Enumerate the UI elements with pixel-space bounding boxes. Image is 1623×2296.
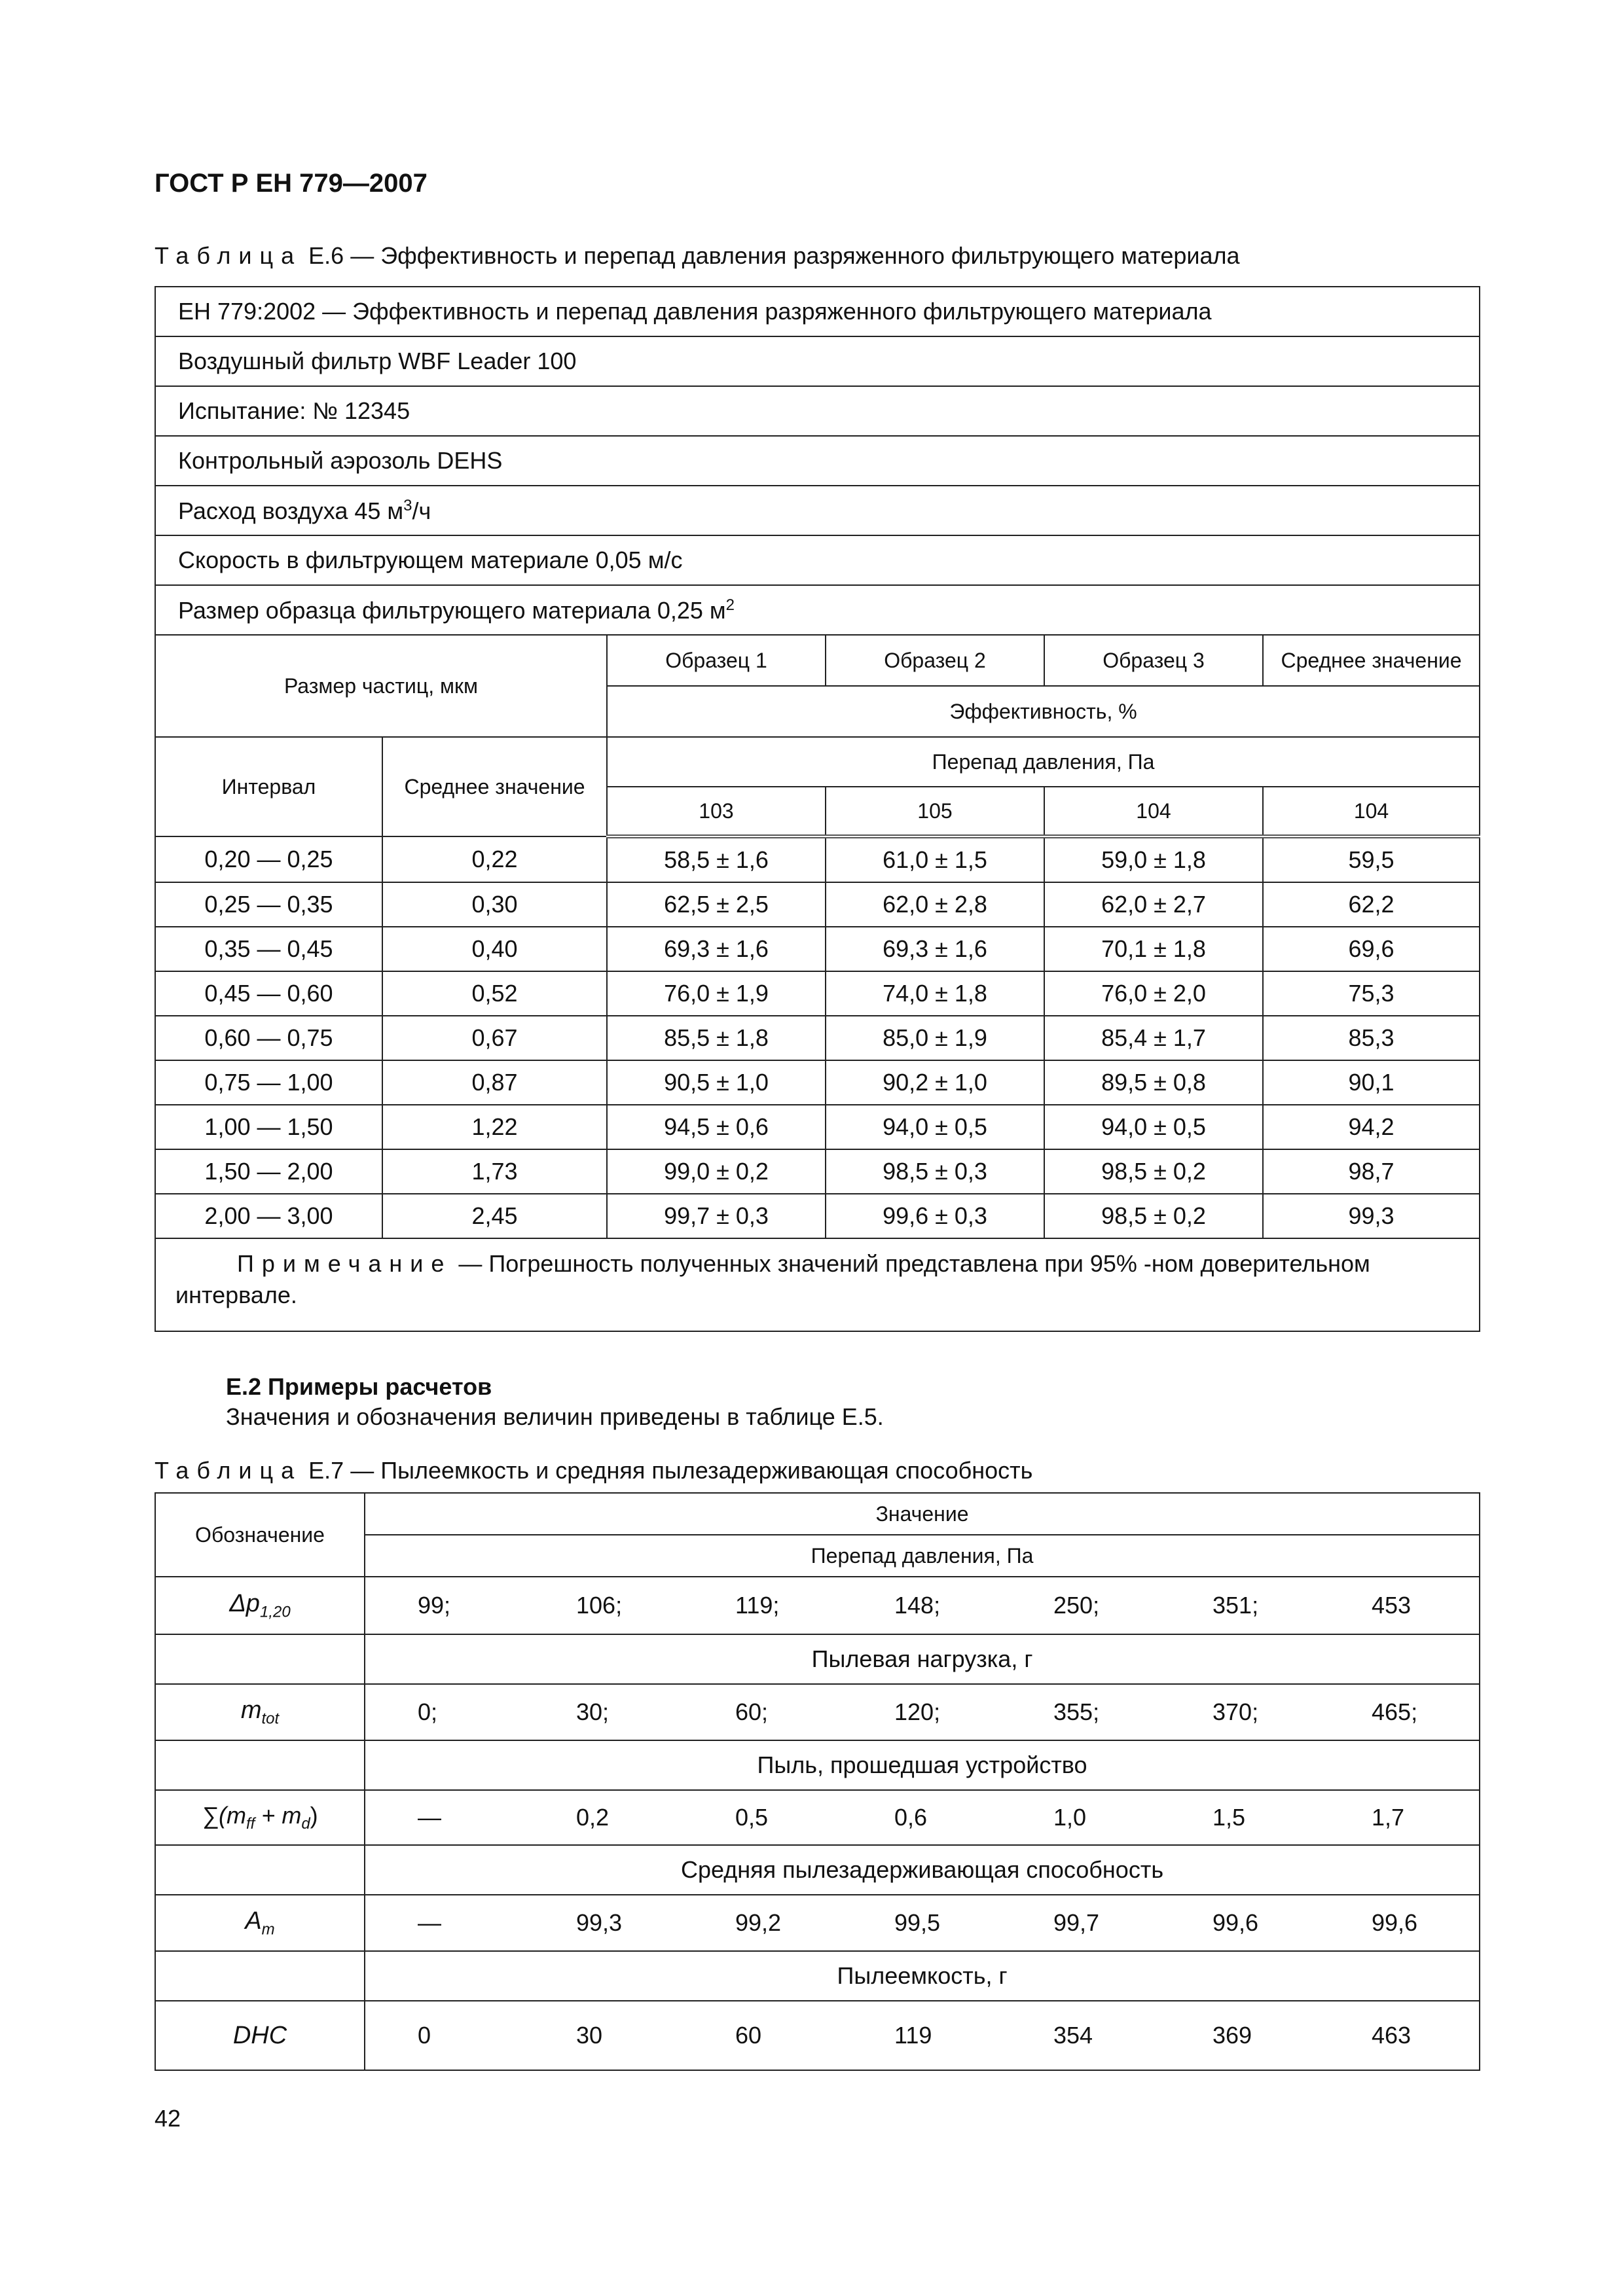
caption-word: Таблица <box>155 1457 302 1484</box>
table-row <box>155 927 1480 971</box>
table-row <box>155 1684 1480 1740</box>
empty-cell <box>155 1740 365 1790</box>
table-cell: 99,6 ± 0,3 <box>826 1194 1044 1238</box>
table-cell: 62,2 <box>1263 882 1480 927</box>
table-cell: 85,4 ± 1,7 <box>1044 1016 1263 1060</box>
table-cell: 59,0 ± 1,8 <box>1044 836 1263 882</box>
dp-symbol: $\Delta p_{1,20}$ <box>155 1577 365 1634</box>
table-cell: 69,3 ± 1,6 <box>826 927 1044 971</box>
value-cell: 463 <box>1319 2001 1480 2070</box>
value-cell: 1,7 <box>1319 1790 1480 1845</box>
value-cell: 60 <box>683 2001 842 2070</box>
pressure-drop-header: Перепад давления, Па <box>365 1535 1480 1577</box>
note-word: Примечание <box>237 1250 452 1277</box>
value-cell: 30 <box>524 2001 683 2070</box>
table-row <box>155 1016 1480 1060</box>
table-cell: 69,6 <box>1263 927 1480 971</box>
table-row <box>155 971 1480 1016</box>
dp-sample2: 105 <box>826 787 1044 836</box>
empty-cell <box>155 1951 365 2001</box>
page-number: 42 <box>155 2105 181 2132</box>
value-cell: 0,6 <box>842 1790 1001 1845</box>
dp-average: 104 <box>1263 787 1480 836</box>
table-cell: 0,87 <box>382 1060 607 1105</box>
table-row <box>155 836 1480 882</box>
table-cell: 62,5 ± 2,5 <box>607 882 826 927</box>
am-symbol: $A_m$ <box>155 1895 365 1951</box>
table-cell: 70,1 ± 1,8 <box>1044 927 1263 971</box>
table-cell: 0,67 <box>382 1016 607 1060</box>
table-cell: 0,75 — 1,00 <box>155 1060 382 1105</box>
dhc-symbol: DHC <box>155 2001 365 2070</box>
table-cell: 75,3 <box>1263 971 1480 1016</box>
note-text: — Погрешность полученных значений представлена при 95% -ном доверительном интервале. <box>175 1250 1370 1308</box>
value-cell: 370; <box>1160 1684 1319 1740</box>
table-cell: 1,00 — 1,50 <box>155 1105 382 1149</box>
designation-header: Обозначение <box>155 1493 365 1577</box>
value-cell: 99,3 <box>524 1895 683 1951</box>
airflow-unit: /ч <box>412 497 431 524</box>
sample-size-sup: 2 <box>725 596 735 614</box>
table-cell: 0,25 — 0,35 <box>155 882 382 927</box>
table-cell: 0,60 — 0,75 <box>155 1016 382 1060</box>
value-cell: 250; <box>1001 1577 1160 1634</box>
mean-header: Среднее значение <box>382 737 607 836</box>
table-cell: 94,0 ± 0,5 <box>826 1105 1044 1149</box>
mtot-symbol: $m_{tot}$ <box>155 1684 365 1740</box>
table-row <box>155 1060 1480 1105</box>
value-cell: 148; <box>842 1577 1001 1634</box>
table-cell: 1,50 — 2,00 <box>155 1149 382 1194</box>
caption-text: Е.7 — Пылеемкость и средняя пылезадерживающая способность <box>308 1457 1033 1484</box>
airflow-sup: 3 <box>403 496 412 514</box>
pressure-drop-header: Перепад давления, Па <box>607 737 1480 787</box>
table-cell: 99,0 ± 0,2 <box>607 1149 826 1194</box>
table-cell: 98,7 <box>1263 1149 1480 1194</box>
value-cell: 1,0 <box>1001 1790 1160 1845</box>
table-row <box>155 1577 1480 1634</box>
interval-header: Интервал <box>155 737 382 836</box>
table-cell: 0,40 <box>382 927 607 971</box>
info-airflow <box>155 486 1480 535</box>
sample-size-label: Размер образца фильтрующего материала 0,25 м <box>178 596 726 624</box>
table-cell: 58,5 ± 1,6 <box>607 836 826 882</box>
table-e7 <box>155 1492 1480 2071</box>
info-standard: ЕН 779:2002 — Эффективность и перепад давления разряженного фильтрующего материала <box>155 287 1480 336</box>
table-cell: 94,5 ± 0,6 <box>607 1105 826 1149</box>
table-cell: 90,2 ± 1,0 <box>826 1060 1044 1105</box>
table-row <box>155 1149 1480 1194</box>
airflow-label: Расход воздуха 45 м <box>178 497 404 524</box>
table-cell: 0,22 <box>382 836 607 882</box>
table-row <box>155 882 1480 927</box>
table-cell: 76,0 ± 1,9 <box>607 971 826 1016</box>
value-cell: 465; <box>1319 1684 1480 1740</box>
table-cell: 99,3 <box>1263 1194 1480 1238</box>
value-cell: — <box>365 1895 524 1951</box>
value-cell: 99,6 <box>1160 1895 1319 1951</box>
value-cell: 120; <box>842 1684 1001 1740</box>
table-cell: 62,0 ± 2,7 <box>1044 882 1263 927</box>
passed-dust-header: Пыль, прошедшая устройство <box>365 1740 1480 1790</box>
section-title: Е.2 Примеры расчетов <box>226 1373 492 1400</box>
table-cell: 90,1 <box>1263 1060 1480 1105</box>
table-cell: 61,0 ± 1,5 <box>826 836 1044 882</box>
value-cell: 99,6 <box>1319 1895 1480 1951</box>
efficiency-header: Эффективность, % <box>607 686 1480 737</box>
capacity-header: Пылеемкость, г <box>365 1951 1480 2001</box>
table-cell: 85,3 <box>1263 1016 1480 1060</box>
value-cell: 0,5 <box>683 1790 842 1845</box>
table-e6 <box>155 286 1480 1332</box>
value-cell: 355; <box>1001 1684 1160 1740</box>
table-cell: 74,0 ± 1,8 <box>826 971 1044 1016</box>
info-test: Испытание: № 12345 <box>155 386 1480 436</box>
value-cell: 119; <box>683 1577 842 1634</box>
table-cell: 98,5 ± 0,2 <box>1044 1149 1263 1194</box>
table-note <box>155 1238 1480 1331</box>
table-cell: 90,5 ± 1,0 <box>607 1060 826 1105</box>
table-cell: 94,0 ± 0,5 <box>1044 1105 1263 1149</box>
table-e6-caption <box>155 242 1240 270</box>
dp-sample3: 104 <box>1044 787 1263 836</box>
table-row <box>155 1105 1480 1149</box>
table-cell: 0,52 <box>382 971 607 1016</box>
particle-size-header: Размер частиц, мкм <box>155 635 607 737</box>
value-cell: 351; <box>1160 1577 1319 1634</box>
value-cell: 119 <box>842 2001 1001 2070</box>
table-cell: 0,35 — 0,45 <box>155 927 382 971</box>
table-cell: 0,20 — 0,25 <box>155 836 382 882</box>
value-cell: — <box>365 1790 524 1845</box>
info-filter: Воздушный фильтр WBF Leader 100 <box>155 336 1480 386</box>
average-header: Среднее значение <box>1263 635 1480 686</box>
empty-cell <box>155 1634 365 1684</box>
value-cell: 0 <box>365 2001 524 2070</box>
value-cell: 99,7 <box>1001 1895 1160 1951</box>
table-row <box>155 1194 1480 1238</box>
value-cell: 106; <box>524 1577 683 1634</box>
value-cell: 99; <box>365 1577 524 1634</box>
table-cell: 85,5 ± 1,8 <box>607 1016 826 1060</box>
sample2-header: Образец 2 <box>826 635 1044 686</box>
table-cell: 1,73 <box>382 1149 607 1194</box>
section-text: Значения и обозначения величин приведены в таблице Е.5. <box>226 1403 884 1430</box>
table-cell: 85,0 ± 1,9 <box>826 1016 1044 1060</box>
table-cell: 94,2 <box>1263 1105 1480 1149</box>
value-cell: 99,2 <box>683 1895 842 1951</box>
table-cell: 1,22 <box>382 1105 607 1149</box>
table-row <box>155 1790 1480 1845</box>
caption-text: Е.6 — Эффективность и перепад давления разряженного фильтрующего материала <box>308 242 1240 269</box>
avg-arrestance-header: Средняя пылезадерживающая способность <box>365 1845 1480 1895</box>
value-cell: 0; <box>365 1684 524 1740</box>
table-cell: 98,5 ± 0,3 <box>826 1149 1044 1194</box>
value-cell: 30; <box>524 1684 683 1740</box>
value-cell: 60; <box>683 1684 842 1740</box>
sum-symbol: $\sum(m_{ff} + m_d)$ <box>155 1790 365 1845</box>
sample3-header: Образец 3 <box>1044 635 1263 686</box>
table-row <box>155 1895 1480 1951</box>
sample1-header: Образец 1 <box>607 635 826 686</box>
table-cell: 2,00 — 3,00 <box>155 1194 382 1238</box>
info-sample-size <box>155 585 1480 635</box>
table-cell: 0,45 — 0,60 <box>155 971 382 1016</box>
empty-cell <box>155 1845 365 1895</box>
caption-word: Таблица <box>155 242 302 269</box>
table-e7-caption <box>155 1457 1032 1484</box>
table-cell: 2,45 <box>382 1194 607 1238</box>
table-cell: 98,5 ± 0,2 <box>1044 1194 1263 1238</box>
value-cell: 0,2 <box>524 1790 683 1845</box>
value-cell: 99,5 <box>842 1895 1001 1951</box>
table-row <box>155 2001 1480 2070</box>
table-cell: 59,5 <box>1263 836 1480 882</box>
document-header: ГОСТ Р ЕН 779—2007 <box>155 169 428 198</box>
info-aerosol: Контрольный аэрозоль DEHS <box>155 436 1480 486</box>
dp-sample1: 103 <box>607 787 826 836</box>
value-cell: 1,5 <box>1160 1790 1319 1845</box>
value-cell: 453 <box>1319 1577 1480 1634</box>
value-header: Значение <box>365 1493 1480 1535</box>
value-cell: 354 <box>1001 2001 1160 2070</box>
table-cell: 62,0 ± 2,8 <box>826 882 1044 927</box>
table-cell: 89,5 ± 0,8 <box>1044 1060 1263 1105</box>
value-cell: 369 <box>1160 2001 1319 2070</box>
info-velocity: Скорость в фильтрующем материале 0,05 м/с <box>155 535 1480 585</box>
table-cell: 0,30 <box>382 882 607 927</box>
table-cell: 76,0 ± 2,0 <box>1044 971 1263 1016</box>
table-cell: 69,3 ± 1,6 <box>607 927 826 971</box>
dust-load-header: Пылевая нагрузка, г <box>365 1634 1480 1684</box>
table-cell: 99,7 ± 0,3 <box>607 1194 826 1238</box>
